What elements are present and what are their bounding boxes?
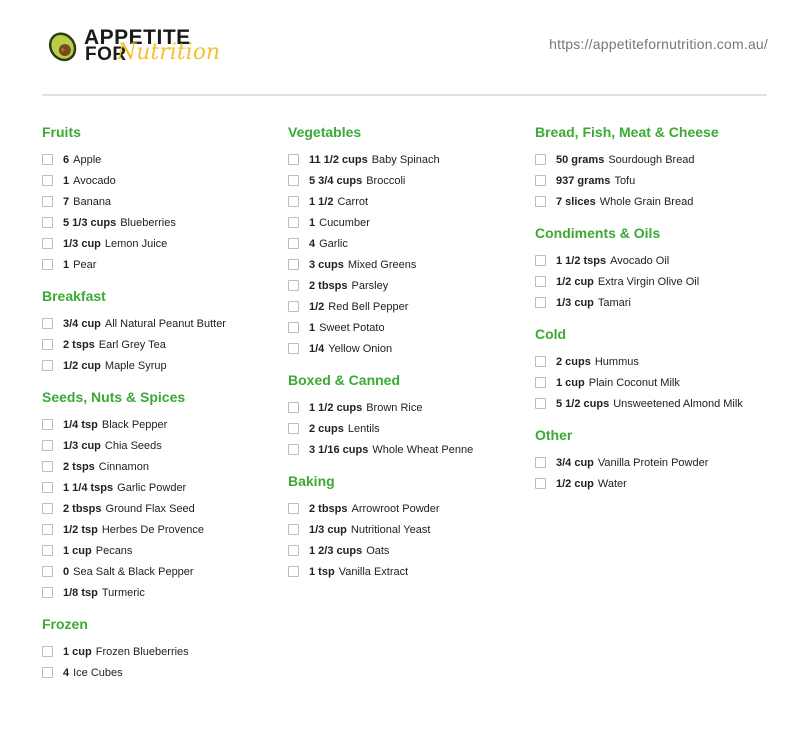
section-title: Frozen xyxy=(42,616,88,632)
list-item[interactable] xyxy=(535,372,775,393)
list-item[interactable] xyxy=(42,149,282,170)
section-title: Fruits xyxy=(42,124,81,140)
list-item[interactable] xyxy=(535,191,775,212)
list-item[interactable] xyxy=(42,334,282,355)
page-header xyxy=(42,18,768,78)
item-quantity: 1/4 tsp xyxy=(63,418,98,431)
item-checkbox[interactable] xyxy=(42,339,53,350)
item-checkbox[interactable] xyxy=(535,297,546,308)
item-checkbox[interactable] xyxy=(42,566,53,577)
item-name: Ice Cubes xyxy=(73,666,123,679)
item-quantity: 0 xyxy=(63,565,70,578)
item-quantity: 5 1/2 cups xyxy=(556,397,610,410)
list-item[interactable] xyxy=(288,561,528,582)
item-name: Sourdough Bread xyxy=(608,153,695,166)
item-quantity: 1/2 tsp xyxy=(63,523,98,536)
item-name: Whole Wheat Penne xyxy=(372,443,474,456)
item-quantity: 3/4 cup xyxy=(63,317,101,330)
item-checkbox[interactable] xyxy=(42,482,53,493)
list-item[interactable] xyxy=(288,397,528,418)
section-cold xyxy=(535,324,775,414)
list-item[interactable] xyxy=(288,233,528,254)
list-item[interactable] xyxy=(42,414,282,435)
list-item[interactable] xyxy=(288,254,528,275)
list-item[interactable] xyxy=(42,641,282,662)
item-name: Turmeric xyxy=(101,586,145,599)
list-item[interactable] xyxy=(42,212,282,233)
list-column-1 xyxy=(42,122,282,694)
item-name: Cinnamon xyxy=(98,460,149,473)
item-quantity: 1 2/3 cups xyxy=(309,544,363,557)
item-checkbox[interactable] xyxy=(535,196,546,207)
item-name: Mixed Greens xyxy=(347,258,417,271)
list-item[interactable] xyxy=(42,254,282,275)
list-item[interactable] xyxy=(535,351,775,372)
item-name: Baby Spinach xyxy=(371,153,440,166)
list-item[interactable] xyxy=(288,338,528,359)
item-checkbox[interactable] xyxy=(288,175,299,186)
item-quantity: 7 xyxy=(63,195,70,208)
list-item[interactable] xyxy=(288,275,528,296)
list-item[interactable] xyxy=(42,233,282,254)
section-fruits xyxy=(42,122,282,275)
item-quantity: 1/8 tsp xyxy=(63,586,98,599)
section-title: Breakfast xyxy=(42,288,106,304)
item-checkbox[interactable] xyxy=(42,360,53,371)
item-quantity: 1/3 cup xyxy=(309,523,347,536)
list-item[interactable] xyxy=(535,149,775,170)
logo-text-for: FOR xyxy=(85,44,127,65)
item-checkbox[interactable] xyxy=(288,238,299,249)
list-item[interactable] xyxy=(535,292,775,313)
item-checkbox[interactable] xyxy=(42,440,53,451)
item-checkbox[interactable] xyxy=(288,545,299,556)
item-name: Oats xyxy=(366,544,390,557)
item-checkbox[interactable] xyxy=(288,259,299,270)
item-quantity: 1 1/2 xyxy=(309,195,334,208)
item-quantity: 5 3/4 cups xyxy=(309,174,363,187)
list-item[interactable] xyxy=(42,662,282,683)
section-breakfast xyxy=(42,286,282,376)
item-quantity: 1 xyxy=(309,216,316,229)
section-vegetables xyxy=(288,122,528,359)
list-item[interactable] xyxy=(288,296,528,317)
list-column-2 xyxy=(288,122,528,593)
list-item[interactable] xyxy=(42,582,282,603)
item-quantity: 6 xyxy=(63,153,70,166)
item-name: Avocado xyxy=(73,174,116,187)
item-quantity: 1 1/2 tsps xyxy=(556,254,607,267)
list-item[interactable] xyxy=(288,439,528,460)
item-quantity: 2 tbsps xyxy=(63,502,102,515)
section-title: Baking xyxy=(288,473,335,489)
section-other xyxy=(535,425,775,494)
item-quantity: 1 cup xyxy=(63,544,92,557)
item-name: Unsweetened Almond Milk xyxy=(613,397,743,410)
section-title: Other xyxy=(535,427,573,443)
item-quantity: 1 tsp xyxy=(309,565,335,578)
item-checkbox[interactable] xyxy=(288,196,299,207)
item-checkbox[interactable] xyxy=(42,196,53,207)
header-divider xyxy=(42,94,767,96)
item-name: Water xyxy=(597,477,627,490)
logo-text-appetite: APPETITE xyxy=(84,26,191,49)
item-checkbox[interactable] xyxy=(42,217,53,228)
item-checkbox[interactable] xyxy=(535,457,546,468)
item-name: Yellow Onion xyxy=(328,342,393,355)
list-item[interactable] xyxy=(535,452,775,473)
item-checkbox[interactable] xyxy=(288,322,299,333)
section-title: Vegetables xyxy=(288,124,362,140)
item-quantity: 1/3 cup xyxy=(63,439,101,452)
item-quantity: 1 xyxy=(63,174,70,187)
item-quantity: 1 cup xyxy=(63,645,92,658)
avocado-icon xyxy=(42,24,82,64)
list-item[interactable] xyxy=(42,355,282,376)
item-name: Banana xyxy=(73,195,112,208)
item-quantity: 1 xyxy=(63,258,70,271)
item-name: Cucumber xyxy=(319,216,370,229)
item-name: Extra Virgin Olive Oil xyxy=(597,275,700,288)
item-checkbox[interactable] xyxy=(535,276,546,287)
item-name: Whole Grain Bread xyxy=(599,195,694,208)
item-name: Apple xyxy=(73,153,102,166)
item-quantity: 7 slices xyxy=(556,195,596,208)
item-name: Lemon Juice xyxy=(104,237,168,250)
item-quantity: 5 1/3 cups xyxy=(63,216,117,229)
item-checkbox[interactable] xyxy=(535,377,546,388)
item-checkbox[interactable] xyxy=(42,238,53,249)
item-name: Plain Coconut Milk xyxy=(588,376,680,389)
list-item[interactable] xyxy=(42,540,282,561)
item-quantity: 11 1/2 cups xyxy=(309,153,368,166)
item-checkbox[interactable] xyxy=(535,478,546,489)
item-quantity: 1/3 cup xyxy=(63,237,101,250)
item-checkbox[interactable] xyxy=(42,667,53,678)
list-item[interactable] xyxy=(535,271,775,292)
section-baking xyxy=(288,471,528,582)
item-name: Garlic Powder xyxy=(117,481,187,494)
item-quantity: 1/2 cup xyxy=(556,275,594,288)
item-quantity: 2 tsps xyxy=(63,338,95,351)
list-item[interactable] xyxy=(535,473,775,494)
item-name: Blueberries xyxy=(120,216,176,229)
item-checkbox[interactable] xyxy=(42,175,53,186)
item-checkbox[interactable] xyxy=(42,646,53,657)
item-quantity: 1 xyxy=(309,321,316,334)
list-item[interactable] xyxy=(535,250,775,271)
section-boxed-and-canned xyxy=(288,370,528,460)
list-item[interactable] xyxy=(42,519,282,540)
item-checkbox[interactable] xyxy=(288,503,299,514)
list-item[interactable] xyxy=(288,317,528,338)
list-item[interactable] xyxy=(42,477,282,498)
item-quantity: 3/4 cup xyxy=(556,456,594,469)
item-name: Sweet Potato xyxy=(319,321,385,334)
item-quantity: 4 xyxy=(309,237,316,250)
item-checkbox[interactable] xyxy=(535,255,546,266)
item-checkbox[interactable] xyxy=(42,503,53,514)
item-quantity: 3 cups xyxy=(309,258,344,271)
section-title: Condiments & Oils xyxy=(535,225,661,241)
list-item[interactable] xyxy=(42,191,282,212)
site-url-link[interactable]: https://appetitefornutrition.com.au/ xyxy=(549,36,768,52)
section-title: Seeds, Nuts & Spices xyxy=(42,389,186,405)
item-checkbox[interactable] xyxy=(42,545,53,556)
item-name: Ground Flax Seed xyxy=(105,502,195,515)
section-frozen xyxy=(42,614,282,683)
item-checkbox[interactable] xyxy=(535,175,546,186)
item-name: Maple Syrup xyxy=(104,359,167,372)
item-checkbox[interactable] xyxy=(288,154,299,165)
item-checkbox[interactable] xyxy=(288,280,299,291)
list-item[interactable] xyxy=(288,191,528,212)
list-item[interactable] xyxy=(288,498,528,519)
item-quantity: 2 tsps xyxy=(63,460,95,473)
item-name: Black Pepper xyxy=(101,418,168,431)
item-name: Tamari xyxy=(597,296,631,309)
item-name: Lentils xyxy=(347,422,380,435)
list-item[interactable] xyxy=(288,149,528,170)
item-name: Brown Rice xyxy=(366,401,423,414)
section-title: Cold xyxy=(535,326,567,342)
item-checkbox[interactable] xyxy=(42,318,53,329)
item-name: Red Bell Pepper xyxy=(328,300,409,313)
item-name: Avocado Oil xyxy=(610,254,670,267)
item-checkbox[interactable] xyxy=(288,301,299,312)
item-quantity: 1/4 xyxy=(309,342,325,355)
brand-logo[interactable] xyxy=(42,24,222,70)
item-quantity: 1/2 xyxy=(309,300,325,313)
item-quantity: 1 1/4 tsps xyxy=(63,481,114,494)
item-quantity: 1 cup xyxy=(556,376,585,389)
item-name: Nutritional Yeast xyxy=(350,523,431,536)
item-name: Frozen Blueberries xyxy=(95,645,189,658)
item-name: Carrot xyxy=(337,195,369,208)
list-item[interactable] xyxy=(535,393,775,414)
list-item[interactable] xyxy=(42,170,282,191)
item-name: Vanilla Extract xyxy=(338,565,409,578)
item-name: Garlic xyxy=(319,237,348,250)
item-name: Pecans xyxy=(95,544,133,557)
list-item[interactable] xyxy=(288,212,528,233)
item-checkbox[interactable] xyxy=(288,524,299,535)
item-name: Earl Grey Tea xyxy=(98,338,166,351)
item-name: Parsley xyxy=(351,279,389,292)
section-bread-fish-meat-and-cheese xyxy=(535,122,775,212)
item-name: Hummus xyxy=(594,355,639,368)
item-quantity: 2 cups xyxy=(556,355,591,368)
item-checkbox[interactable] xyxy=(288,217,299,228)
item-quantity: 937 grams xyxy=(556,174,611,187)
item-quantity: 1/2 cup xyxy=(556,477,594,490)
item-checkbox[interactable] xyxy=(288,402,299,413)
list-item[interactable] xyxy=(42,435,282,456)
item-checkbox[interactable] xyxy=(288,423,299,434)
item-quantity: 1/2 cup xyxy=(63,359,101,372)
item-checkbox[interactable] xyxy=(288,566,299,577)
item-checkbox[interactable] xyxy=(535,356,546,367)
item-checkbox[interactable] xyxy=(42,461,53,472)
item-quantity: 50 grams xyxy=(556,153,605,166)
item-name: Arrowroot Powder xyxy=(351,502,440,515)
item-checkbox[interactable] xyxy=(42,259,53,270)
section-seeds-nuts-and-spices xyxy=(42,387,282,603)
item-name: Sea Salt & Black Pepper xyxy=(73,565,194,578)
item-checkbox[interactable] xyxy=(42,419,53,430)
item-quantity: 2 tbsps xyxy=(309,279,348,292)
item-checkbox[interactable] xyxy=(535,154,546,165)
list-item[interactable] xyxy=(288,418,528,439)
item-name: Vanilla Protein Powder xyxy=(597,456,709,469)
item-name: Pear xyxy=(73,258,97,271)
item-checkbox[interactable] xyxy=(288,444,299,455)
list-item[interactable] xyxy=(42,498,282,519)
item-name: All Natural Peanut Butter xyxy=(104,317,226,330)
item-checkbox[interactable] xyxy=(42,154,53,165)
item-name: Tofu xyxy=(614,174,636,187)
section-title: Boxed & Canned xyxy=(288,372,401,388)
item-checkbox[interactable] xyxy=(535,398,546,409)
item-quantity: 2 tbsps xyxy=(309,502,348,515)
logo-text-nutrition: Nutrition xyxy=(117,40,221,65)
list-item[interactable] xyxy=(535,170,775,191)
item-name: Herbes De Provence xyxy=(101,523,204,536)
item-quantity: 1/3 cup xyxy=(556,296,594,309)
list-item[interactable] xyxy=(42,561,282,582)
list-item[interactable] xyxy=(288,519,528,540)
item-checkbox[interactable] xyxy=(42,587,53,598)
list-item[interactable] xyxy=(42,313,282,334)
section-title: Bread, Fish, Meat & Cheese xyxy=(535,124,719,140)
list-column-3 xyxy=(535,122,775,505)
list-item[interactable] xyxy=(288,540,528,561)
item-quantity: 1 1/2 cups xyxy=(309,401,363,414)
list-item[interactable] xyxy=(42,456,282,477)
item-quantity: 4 xyxy=(63,666,70,679)
item-quantity: 3 1/16 cups xyxy=(309,443,369,456)
item-checkbox[interactable] xyxy=(288,343,299,354)
item-name: Broccoli xyxy=(366,174,406,187)
item-name: Chia Seeds xyxy=(104,439,162,452)
list-item[interactable] xyxy=(288,170,528,191)
section-condiments-and-oils xyxy=(535,223,775,313)
item-checkbox[interactable] xyxy=(42,524,53,535)
item-quantity: 2 cups xyxy=(309,422,344,435)
